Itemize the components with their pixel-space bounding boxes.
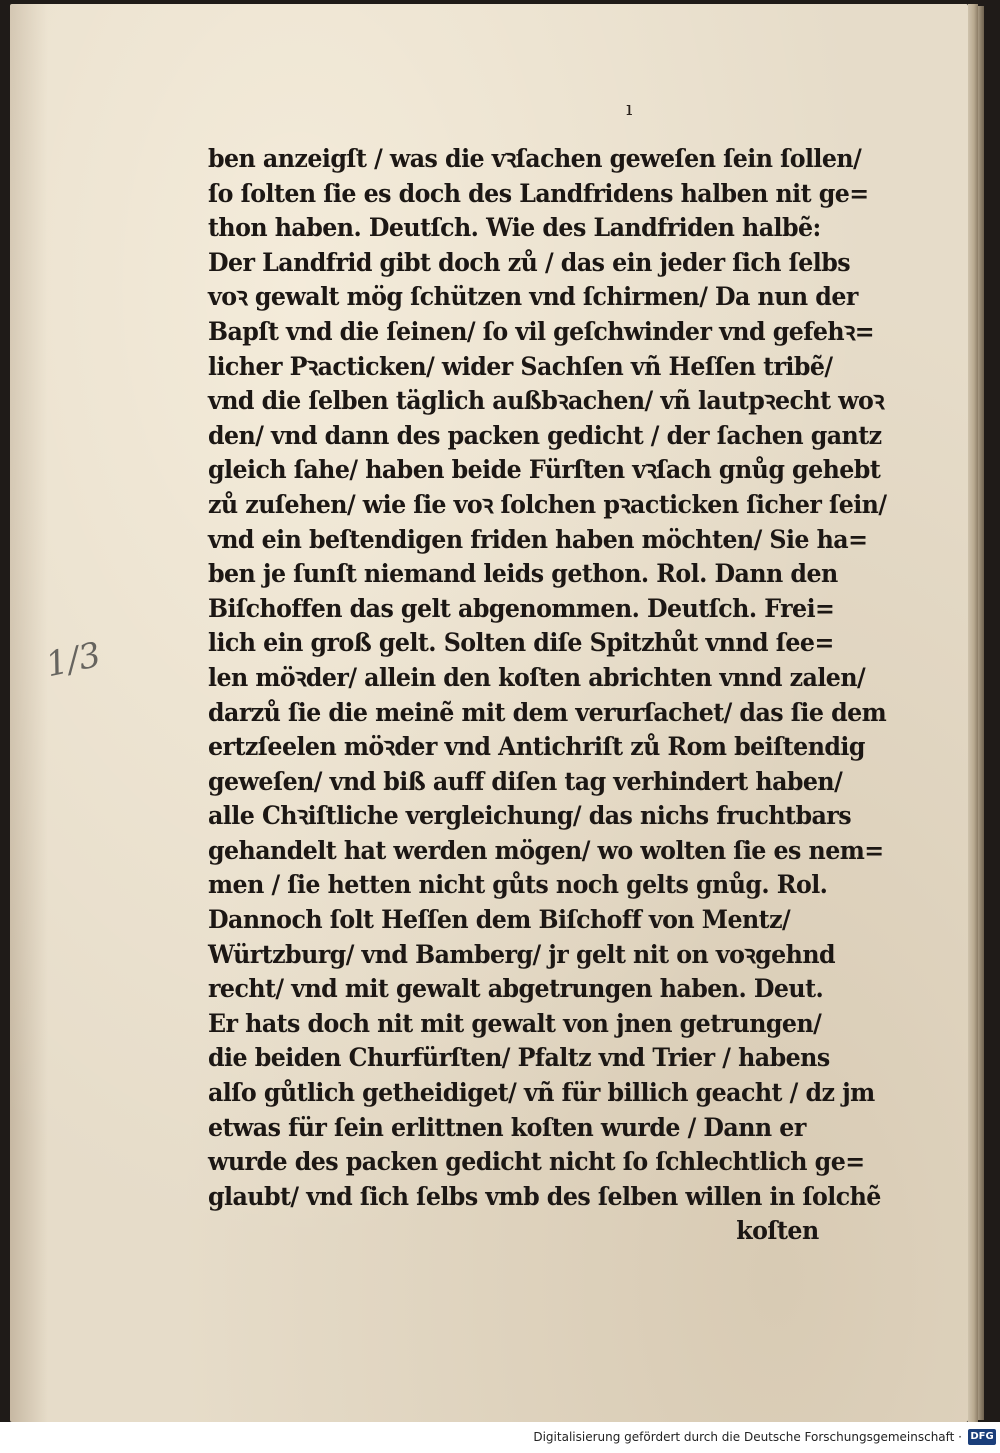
text-line: die beiden Churfürſten/ Pfaltz vnd Trier / habens: [208, 1043, 830, 1074]
page-edge-shadow: [978, 6, 984, 1420]
text-line: Er hats doch nit mit gewalt von jnen getrungen/: [208, 1008, 822, 1039]
text-line: zů zuſehen/ wie ſie voꝛ ſolchen pꝛacticken ſicher ſein/: [208, 489, 887, 520]
margin-annotation: 1/3: [42, 634, 105, 686]
dfg-logo: DFG: [968, 1429, 996, 1445]
page-top-mark: ı: [626, 96, 633, 120]
footer-bar: [0, 1422, 1000, 1453]
page-edge: [968, 4, 978, 1422]
text-line: lich ein groß gelt. Solten diſe Spitzhůt vnnd ſee=: [208, 628, 834, 659]
text-line: den/ vnd dann des packen gedicht / der ſachen gantz: [208, 420, 882, 451]
text-line: len möꝛder/ allein den koſten abrichten vnnd zalen/: [208, 662, 866, 693]
text-line: geweſen/ vnd biß auff diſen tag verhindert haben/: [208, 766, 843, 797]
text-line: men / ſie hetten nicht gůts noch gelts gnůg. Rol.: [208, 870, 828, 901]
text-line: alſo gůtlich getheidiget/ vñ für billich geacht / dz jm: [208, 1078, 875, 1109]
text-line: gehandelt hat werden mögen/ wo wolten ſie es nem=: [208, 835, 884, 866]
text-line: Würtzburg/ vnd Bamberg/ jr gelt nit on voꝛgehnd: [208, 939, 836, 970]
text-line: Biſchoffen das gelt abgenommen. Deutſch. Frei=: [208, 593, 835, 624]
text-line: vnd die ſelben täglich außbꝛachen/ vñ lautpꝛecht woꝛ: [208, 386, 884, 417]
text-line: licher Pꝛacticken/ wider Sachſen vñ Heſſen tribẽ/: [208, 351, 833, 382]
text-line: ben anzeigſt / was die vꝛſachen geweſen ſein ſollen/: [208, 144, 862, 174]
catchword: koſten: [736, 1216, 819, 1247]
text-line: alle Chꝛiſtliche vergleichung/ das nichs fruchtbars: [208, 801, 852, 832]
text-line: Der Landfrid gibt doch zů / das ein jeder ſich ſelbs: [208, 247, 851, 278]
text-line: ertzſeelen möꝛder vnd Antichriſt zů Rom beiſtendig: [208, 732, 865, 763]
text-line: vnd ein beſtendigen friden haben möchten/ Sie ha=: [208, 524, 868, 555]
text-line: darzů ſie die meinẽ mit dem verurſachet/ das ſie dem: [208, 697, 887, 728]
text-line: recht/ vnd mit gewalt abgetrungen haben. Deut.: [208, 974, 824, 1005]
text-line: ben je ſunſt niemand leids gethon. Rol. Dann den: [208, 559, 838, 590]
text-line: Bapſt vnd die ſeinen/ ſo vil geſchwinder vnd gefehꝛ=: [208, 316, 875, 347]
text-line: gleich ſahe/ haben beide Fürſten vꝛſach gnůg gehebt: [208, 455, 881, 486]
funding-credit: Digitalisierung gefördert durch die Deutsche Forschungsgemeinschaft ·: [533, 1430, 962, 1444]
text-line: Dannoch ſolt Heſſen dem Biſchoff von Mentz/: [208, 905, 791, 936]
body-text: [208, 142, 908, 1249]
text-line: ſo ſolten ſie es doch des Landfridens halben nit ge=: [208, 178, 869, 209]
text-line: wurde des packen gedicht nicht ſo ſchlechtlich ge=: [208, 1147, 865, 1178]
text-line: voꝛ gewalt mög ſchützen vnd ſchirmen/ Da nun der: [208, 282, 858, 313]
text-line: thon haben. Deutſch. Wie des Landfriden halbẽ:: [208, 213, 821, 244]
text-line: etwas für ſein erlittnen koſten wurde / Dann er: [208, 1112, 806, 1143]
text-line: glaubt/ vnd ſich ſelbs vmb des ſelben willen in ſolchẽ: [208, 1181, 881, 1212]
